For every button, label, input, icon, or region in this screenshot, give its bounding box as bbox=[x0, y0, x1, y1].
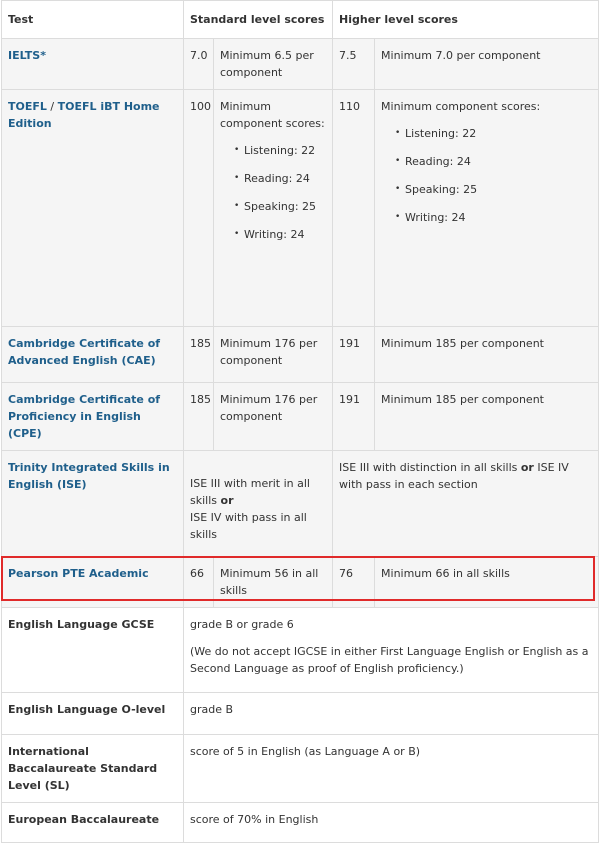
list-item: • Reading: 24 bbox=[234, 170, 326, 187]
gcse-req: grade B or grade 6 bbox=[190, 618, 294, 631]
pte-std-score: 66 bbox=[184, 557, 214, 608]
ise-link[interactable]: Trinity Integrated Skills in English (ISE) bbox=[8, 461, 170, 491]
list-item: • Writing: 24 bbox=[234, 226, 326, 243]
header-row bbox=[2, 1, 599, 39]
list-item: • Speaking: 25 bbox=[234, 198, 326, 215]
toefl-hi-score: 110 bbox=[333, 90, 375, 327]
ise-std-req bbox=[184, 451, 333, 557]
cae-hi-req: Minimum 185 per component bbox=[375, 327, 599, 383]
ise-hi-b: ISE IV with pass in each section bbox=[339, 461, 569, 491]
ise-std-a: ISE III with merit in all skills bbox=[190, 477, 310, 507]
pte-hi-req: Minimum 66 in all skills bbox=[375, 557, 599, 608]
eb-name: European Baccalaureate bbox=[8, 813, 160, 826]
cpe-hi-req: Minimum 185 per component bbox=[375, 383, 599, 451]
table-row-ib bbox=[2, 735, 599, 803]
olevel-name: English Language O-level bbox=[8, 703, 166, 716]
list-item: • Reading: 24 bbox=[395, 153, 592, 170]
ielts-link[interactable]: IELTS* bbox=[8, 49, 46, 62]
list-item: • Listening: 22 bbox=[395, 125, 592, 142]
ielts-std-score: 7.0 bbox=[184, 39, 214, 90]
table-row-cpe bbox=[2, 383, 599, 451]
cae-link[interactable]: Cambridge Certificate of Advanced English (CAE) bbox=[8, 337, 161, 367]
ib-req: score of 5 in English (as Language A or B) bbox=[184, 735, 599, 803]
ise-hi-req bbox=[333, 451, 599, 557]
table-row-gcse bbox=[2, 608, 599, 693]
toefl-std-req: Minimum component scores: bbox=[220, 100, 325, 130]
gcse-name: English Language GCSE bbox=[8, 618, 155, 631]
header-standard: Standard level scores bbox=[184, 1, 333, 39]
ielts-hi-score: 7.5 bbox=[333, 39, 375, 90]
header-higher: Higher level scores bbox=[333, 1, 599, 39]
gcse-note: (We do not accept IGCSE in either First Language English or English as a Second Language as proof of English proficiency.) bbox=[190, 645, 589, 675]
toefl-hi-req: Minimum component scores: bbox=[381, 100, 541, 113]
pte-hi-score: 76 bbox=[333, 557, 375, 608]
table-row-cae bbox=[2, 327, 599, 383]
toefl-separator: / bbox=[46, 100, 58, 113]
english-requirements-table bbox=[1, 0, 599, 843]
cpe-hi-score: 191 bbox=[333, 383, 375, 451]
toefl-hi-list bbox=[381, 125, 592, 226]
table-row-olevel bbox=[2, 693, 599, 735]
table-row-ielts bbox=[2, 39, 599, 90]
toefl-link[interactable]: TOEFL bbox=[8, 100, 47, 113]
list-item: • Writing: 24 bbox=[395, 209, 592, 226]
toefl-std-score: 100 bbox=[184, 90, 214, 327]
list-item: • Speaking: 25 bbox=[395, 181, 592, 198]
toefl-home-link[interactable]: TOEFL iBT Home Edition bbox=[8, 100, 160, 130]
ise-hi-a: ISE III with distinction in all skills bbox=[339, 461, 518, 474]
olevel-req: grade B bbox=[184, 693, 599, 735]
table-row-ise bbox=[2, 451, 599, 557]
ise-std-b: ISE IV with pass in all skills bbox=[190, 511, 307, 541]
list-item: • Listening: 22 bbox=[234, 142, 326, 159]
pte-link[interactable]: Pearson PTE Academic bbox=[8, 567, 149, 580]
ise-hi-or: or bbox=[520, 461, 534, 474]
ielts-hi-req: Minimum 7.0 per component bbox=[375, 39, 599, 90]
toefl-std-list bbox=[220, 142, 326, 243]
cae-std-score: 185 bbox=[184, 327, 214, 383]
table-row-toefl bbox=[2, 90, 599, 327]
cpe-link[interactable]: Cambridge Certificate of Proficiency in English (CPE) bbox=[8, 393, 161, 440]
header-test: Test bbox=[2, 1, 184, 39]
table-row-eb bbox=[2, 803, 599, 843]
table-row-pte bbox=[2, 557, 599, 608]
eb-req: score of 70% in English bbox=[184, 803, 599, 843]
cae-hi-score: 191 bbox=[333, 327, 375, 383]
cae-std-req: Minimum 176 per component bbox=[214, 327, 333, 383]
ib-name: International Baccalaureate Standard Level (SL) bbox=[8, 745, 158, 792]
ise-std-or: or bbox=[220, 494, 234, 507]
cpe-std-req: Minimum 176 per component bbox=[214, 383, 333, 451]
pte-std-req: Minimum 56 in all skills bbox=[214, 557, 333, 608]
cpe-std-score: 185 bbox=[184, 383, 214, 451]
ielts-std-req: Minimum 6.5 per component bbox=[214, 39, 333, 90]
